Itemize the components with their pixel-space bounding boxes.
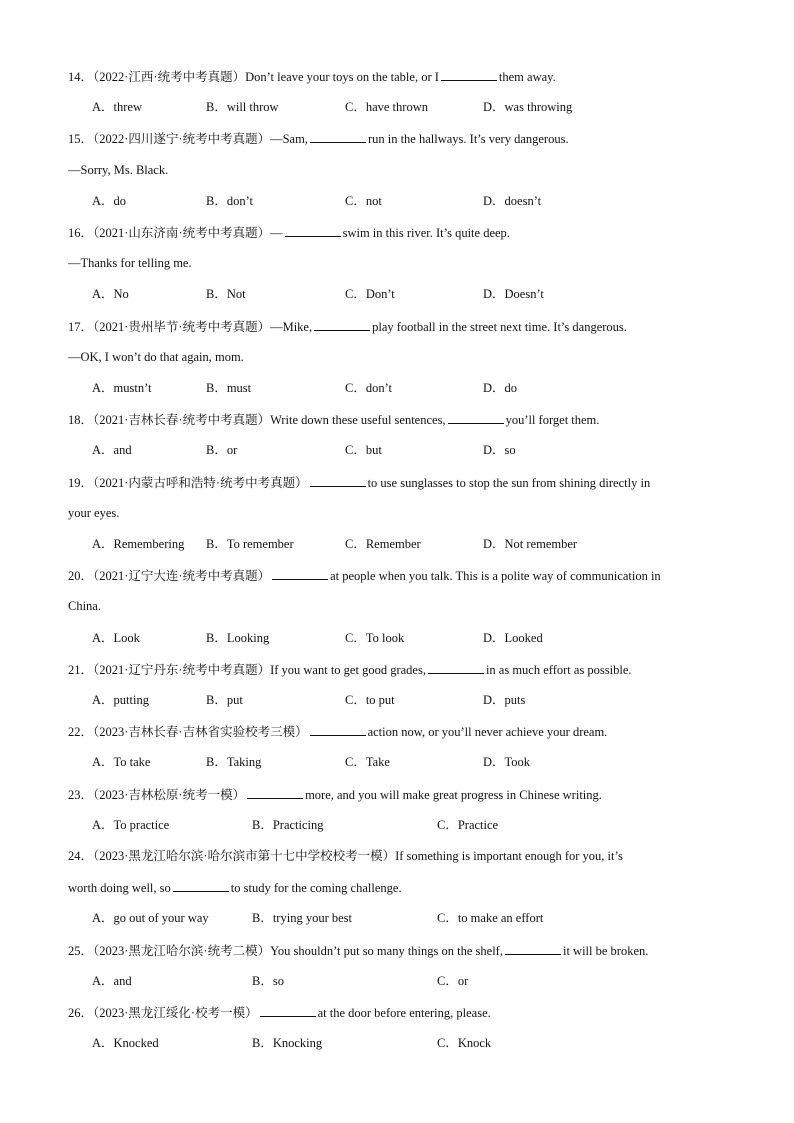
answer-blank[interactable] [272,567,328,580]
question-text-line [68,567,728,584]
question-text-line [68,318,728,335]
question-text-line [68,68,728,85]
option-b[interactable]: B．Looking [206,630,270,645]
answer-blank[interactable] [310,723,366,736]
question-text-line [68,661,728,678]
option-a[interactable]: A．No [92,287,129,302]
option-c[interactable]: C．to put [345,693,395,707]
answer-blank[interactable] [428,661,484,674]
option-c[interactable]: C．or [437,973,469,988]
answer-blank[interactable] [310,474,366,487]
question-text: —Thanks for telling me. [68,256,192,271]
question-text: 24．（2023·黑龙江哈尔滨·哈尔滨市第十七中学校校考一模）If something is important enough for you, it’s [68,849,623,863]
answer-blank[interactable] [314,318,370,331]
option-a[interactable]: A．Look [92,630,140,645]
options-row [92,754,732,770]
option-d[interactable]: D．Took [483,755,531,770]
question-text-line [68,598,728,614]
option-d[interactable]: D．do [483,381,518,395]
question-text-line [68,224,728,241]
answer-blank[interactable] [260,1004,316,1017]
question-text: China. [68,599,101,614]
question-text: 16．（2021·山东济南·统考中考真题）— [68,226,283,240]
options-row [92,910,732,926]
option-b[interactable]: B．don’t [206,193,253,208]
option-a[interactable]: A．go out of your way [92,911,209,926]
option-d[interactable]: D．puts [483,693,526,707]
question-text-line [68,786,728,803]
question-text-continued: run in the hallways. It’s very dangerous. [367,132,569,147]
options-row [92,817,732,833]
question-text-line [68,942,728,959]
question-text-continued: play football in the street next time. It’s dangerous. [372,319,627,334]
question-text: 14．（2022·江西·统考中考真题）Don’t leave your toys on the table, or I [68,70,439,84]
option-a[interactable]: A．putting [92,693,149,707]
option-c[interactable]: C．have thrown [345,100,428,115]
option-d[interactable]: D．was throwing [483,100,573,115]
question-text: —Sorry, Ms. Black. [68,162,169,177]
question-text-line [68,879,728,896]
option-c[interactable]: C．Take [345,755,390,770]
option-a[interactable]: A．and [92,443,132,458]
answer-blank[interactable] [285,224,341,237]
option-b[interactable]: B．must [206,381,252,395]
answer-blank[interactable] [441,68,497,81]
option-b[interactable]: B．Not [206,287,246,302]
question-text-continued: action now, or you’ll never achieve your dream. [367,725,608,740]
option-a[interactable]: A．To practice [92,817,170,832]
option-a[interactable]: A．do [92,193,127,208]
option-c[interactable]: C．Knock [437,1036,492,1051]
question-text: 22．（2023·吉林长春·吉林省实验校考三模） [68,725,308,740]
answer-blank[interactable] [310,130,366,143]
options-row [92,442,732,458]
options-row [92,1035,732,1051]
question-text-continued: them away. [498,70,556,84]
option-a[interactable]: A．To take [92,755,151,770]
option-d[interactable]: D．doesn’t [483,193,542,208]
options-row [92,973,732,989]
option-b[interactable]: B．put [206,693,243,707]
question-text: 25．（2023·黑龙江哈尔滨·统考二模）You shouldn’t put so many things on the shelf, [68,943,503,958]
option-b[interactable]: B．trying your best [252,911,352,926]
question-text-continued: you’ll forget them. [505,413,600,428]
question-text-line [68,505,728,521]
option-d[interactable]: D．so [483,443,516,458]
options-row [92,286,732,302]
option-b[interactable]: B．Knocking [252,1036,323,1051]
question-text-line [68,1004,728,1021]
option-a[interactable]: A．Remembering [92,537,185,551]
options-row [92,630,732,646]
question-text-continued: more, and you will make great progress in Chinese writing. [305,787,602,802]
answer-blank[interactable] [173,879,229,892]
option-c[interactable]: C．to make an effort [437,911,544,926]
question-text: 17．（2021·贵州毕节·统考中考真题）—Mike, [68,319,313,334]
question-text: —OK, I won’t do that again, mom. [68,349,244,364]
option-c[interactable]: C．Practice [437,817,499,832]
question-text: 23．（2023·吉林松原·统考一模） [68,787,246,802]
option-d[interactable]: D．Looked [483,630,543,645]
question-text: 18．（2021·吉林长春·统考中考真题）Write down these useful sentences, [68,413,446,428]
question-text-line [68,848,728,864]
option-b[interactable]: B．so [252,973,284,988]
options-row [92,380,732,396]
options-row [92,99,732,115]
option-d[interactable]: D．Not remember [483,537,578,551]
option-b[interactable]: B．will throw [206,100,279,115]
option-a[interactable]: A．and [92,973,132,988]
option-c[interactable]: C．not [345,193,382,208]
question-text-line [68,723,728,740]
option-c[interactable]: C．don’t [345,381,392,395]
question-text-line [68,349,728,365]
options-row [92,692,732,708]
question-text-line [68,130,728,147]
option-b[interactable]: B．Practicing [252,817,324,832]
options-row [92,536,732,552]
question-text-continued: at the door before entering, please. [317,1006,491,1020]
option-a[interactable]: A．Knocked [92,1036,159,1051]
options-row [92,193,732,209]
question-text-continued: in as much effort as possible. [485,662,632,677]
option-a[interactable]: A．mustn’t [92,381,152,395]
question-text-continued: at people when you talk. This is a polite way of communication in [330,569,661,584]
question-text-line [68,411,728,428]
answer-blank[interactable] [448,411,504,424]
question-text: your eyes. [68,505,120,520]
question-text: 15．（2022·四川遂宁·统考中考真题）—Sam, [68,132,308,147]
question-text: 19．（2021·内蒙古呼和浩特·统考中考真题） [68,475,308,490]
question-text-continued: to use sunglasses to stop the sun from shining directly in [367,475,651,490]
option-b[interactable]: B．To remember [206,537,294,551]
option-b[interactable]: B．or [206,443,238,458]
option-a[interactable]: A．threw [92,100,142,115]
option-b[interactable]: B．Taking [206,755,262,770]
question-text-line [68,162,728,178]
question-text-continued: it will be broken. [562,943,649,958]
question-text-line [68,255,728,271]
question-text-line [68,474,728,491]
answer-blank[interactable] [247,786,303,799]
question-text: 20．（2021·辽宁大连·统考中考真题） [68,569,271,584]
option-d[interactable]: D．Doesn’t [483,287,544,302]
option-c[interactable]: C．but [345,443,382,458]
question-text: 26．（2023·黑龙江绥化·校考一模） [68,1006,258,1020]
option-c[interactable]: C．Remember [345,537,421,551]
option-c[interactable]: C．Don’t [345,287,395,302]
answer-blank[interactable] [505,942,561,955]
option-c[interactable]: C．To look [345,630,405,645]
question-text-continued: swim in this river. It’s quite deep. [342,226,510,240]
question-text: worth doing well, so [68,881,171,896]
question-text: 21．（2021·辽宁丹东·统考中考真题）If you want to get good grades, [68,662,426,677]
question-text-continued: to study for the coming challenge. [230,881,402,896]
